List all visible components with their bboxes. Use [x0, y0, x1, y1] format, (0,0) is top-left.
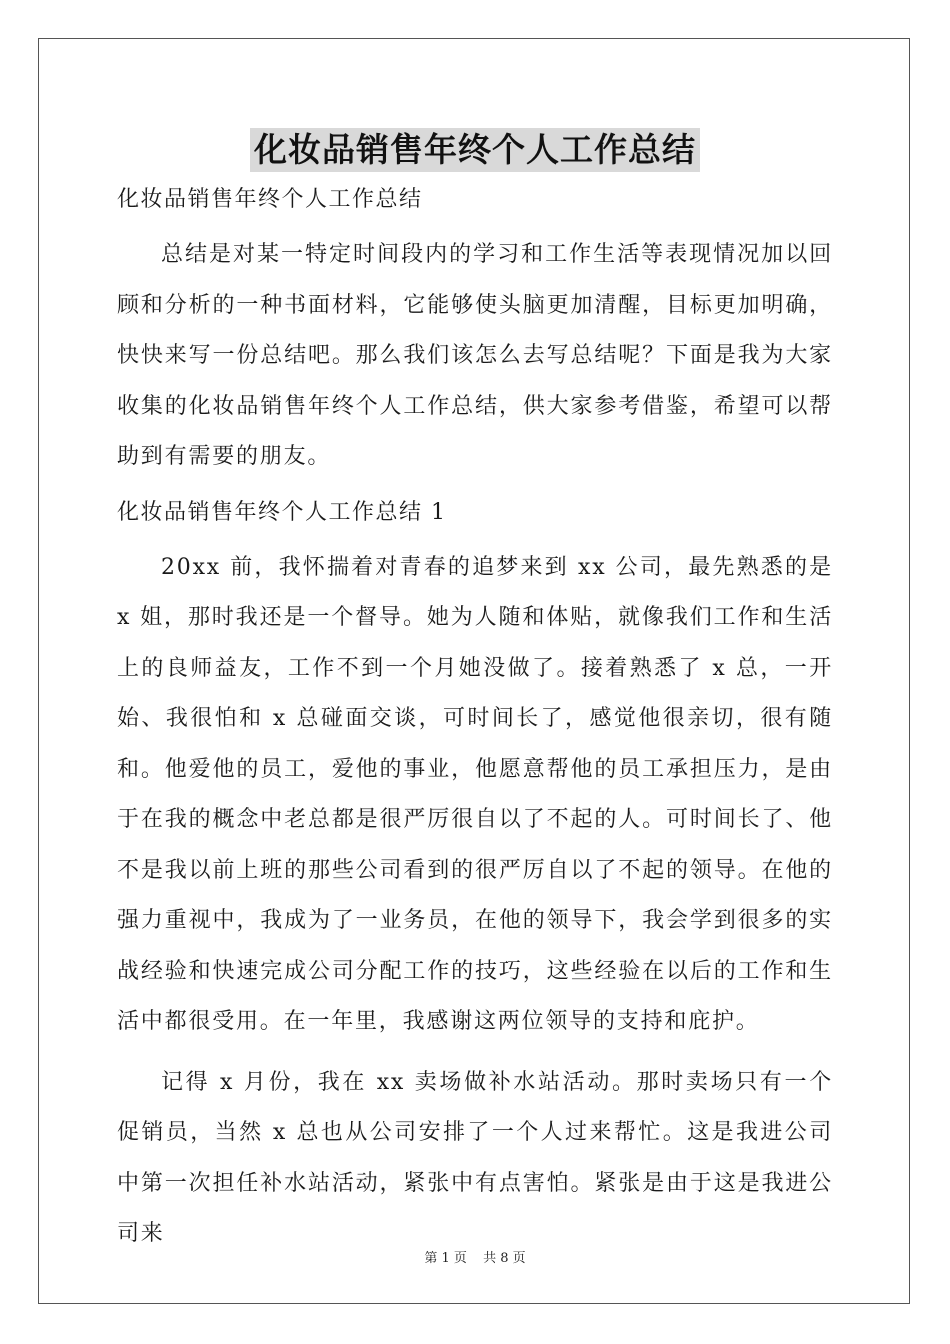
body-paragraph: 记得 x 月份，我在 xx 卖场做补水站活动。那时卖场只有一个促销员，当然 x 总也从公司安排了一个人过来帮忙。这是我进公司中第一次担任补水站活动，紧张中有点害怕。紧张是由于这是我进公司来 — [117, 1069, 833, 1246]
document-subtitle: 化妆品销售年终个人工作总结 — [117, 187, 423, 212]
section-heading: 化妆品销售年终个人工作总结 1 — [117, 499, 447, 525]
body-paragraph: 20xx 前，我怀揣着对青春的追梦来到 xx 公司，最先熟悉的是 x 姐，那时我还是一个督导。她为人随和体贴，就像我们工作和生活上的良师益友，工作不到一个月她没做了。接着熟悉了 x 总，一开始、我很怕和 x 总碰面交谈，可时间长了，感觉他很亲切，很有随和。他爱他的员工，爱他的事业，他愿意帮他的员工承担压力，是由于在我的概念中老总都是很严厉很自以了不起的人。可时间长了、他不是我以前上班的那些公司看到的很严厉自以了不起的领导。在他的强力重视中，我成为了一业务员，在他的领导下，我会学到很多的实战经验和快速完成公司分配工作的技巧，这些经验在以后的工作和生活中都很受用。在一年里，我感谢这两位领导的支持和庇护。 — [117, 554, 833, 1034]
page-total: 共 8 页 — [483, 1251, 526, 1266]
page-number: 第 1 页 — [424, 1251, 467, 1266]
document-body — [117, 180, 833, 1270]
document-title-text: 化妆品销售年终个人工作总结 — [250, 128, 700, 172]
document-title — [0, 128, 950, 178]
page-footer — [0, 1247, 950, 1266]
intro-paragraph: 总结是对某一特定时间段内的学习和工作生活等表现情况加以回顾和分析的一种书面材料，它能够使头脑更加清醒，目标更加明确，快快来写一份总结吧。那么我们该怎么去写总结呢？下面是我为大家收集的化妆品销售年终个人工作总结，供大家参考借鉴，希望可以帮助到有需要的朋友。 — [117, 242, 833, 469]
